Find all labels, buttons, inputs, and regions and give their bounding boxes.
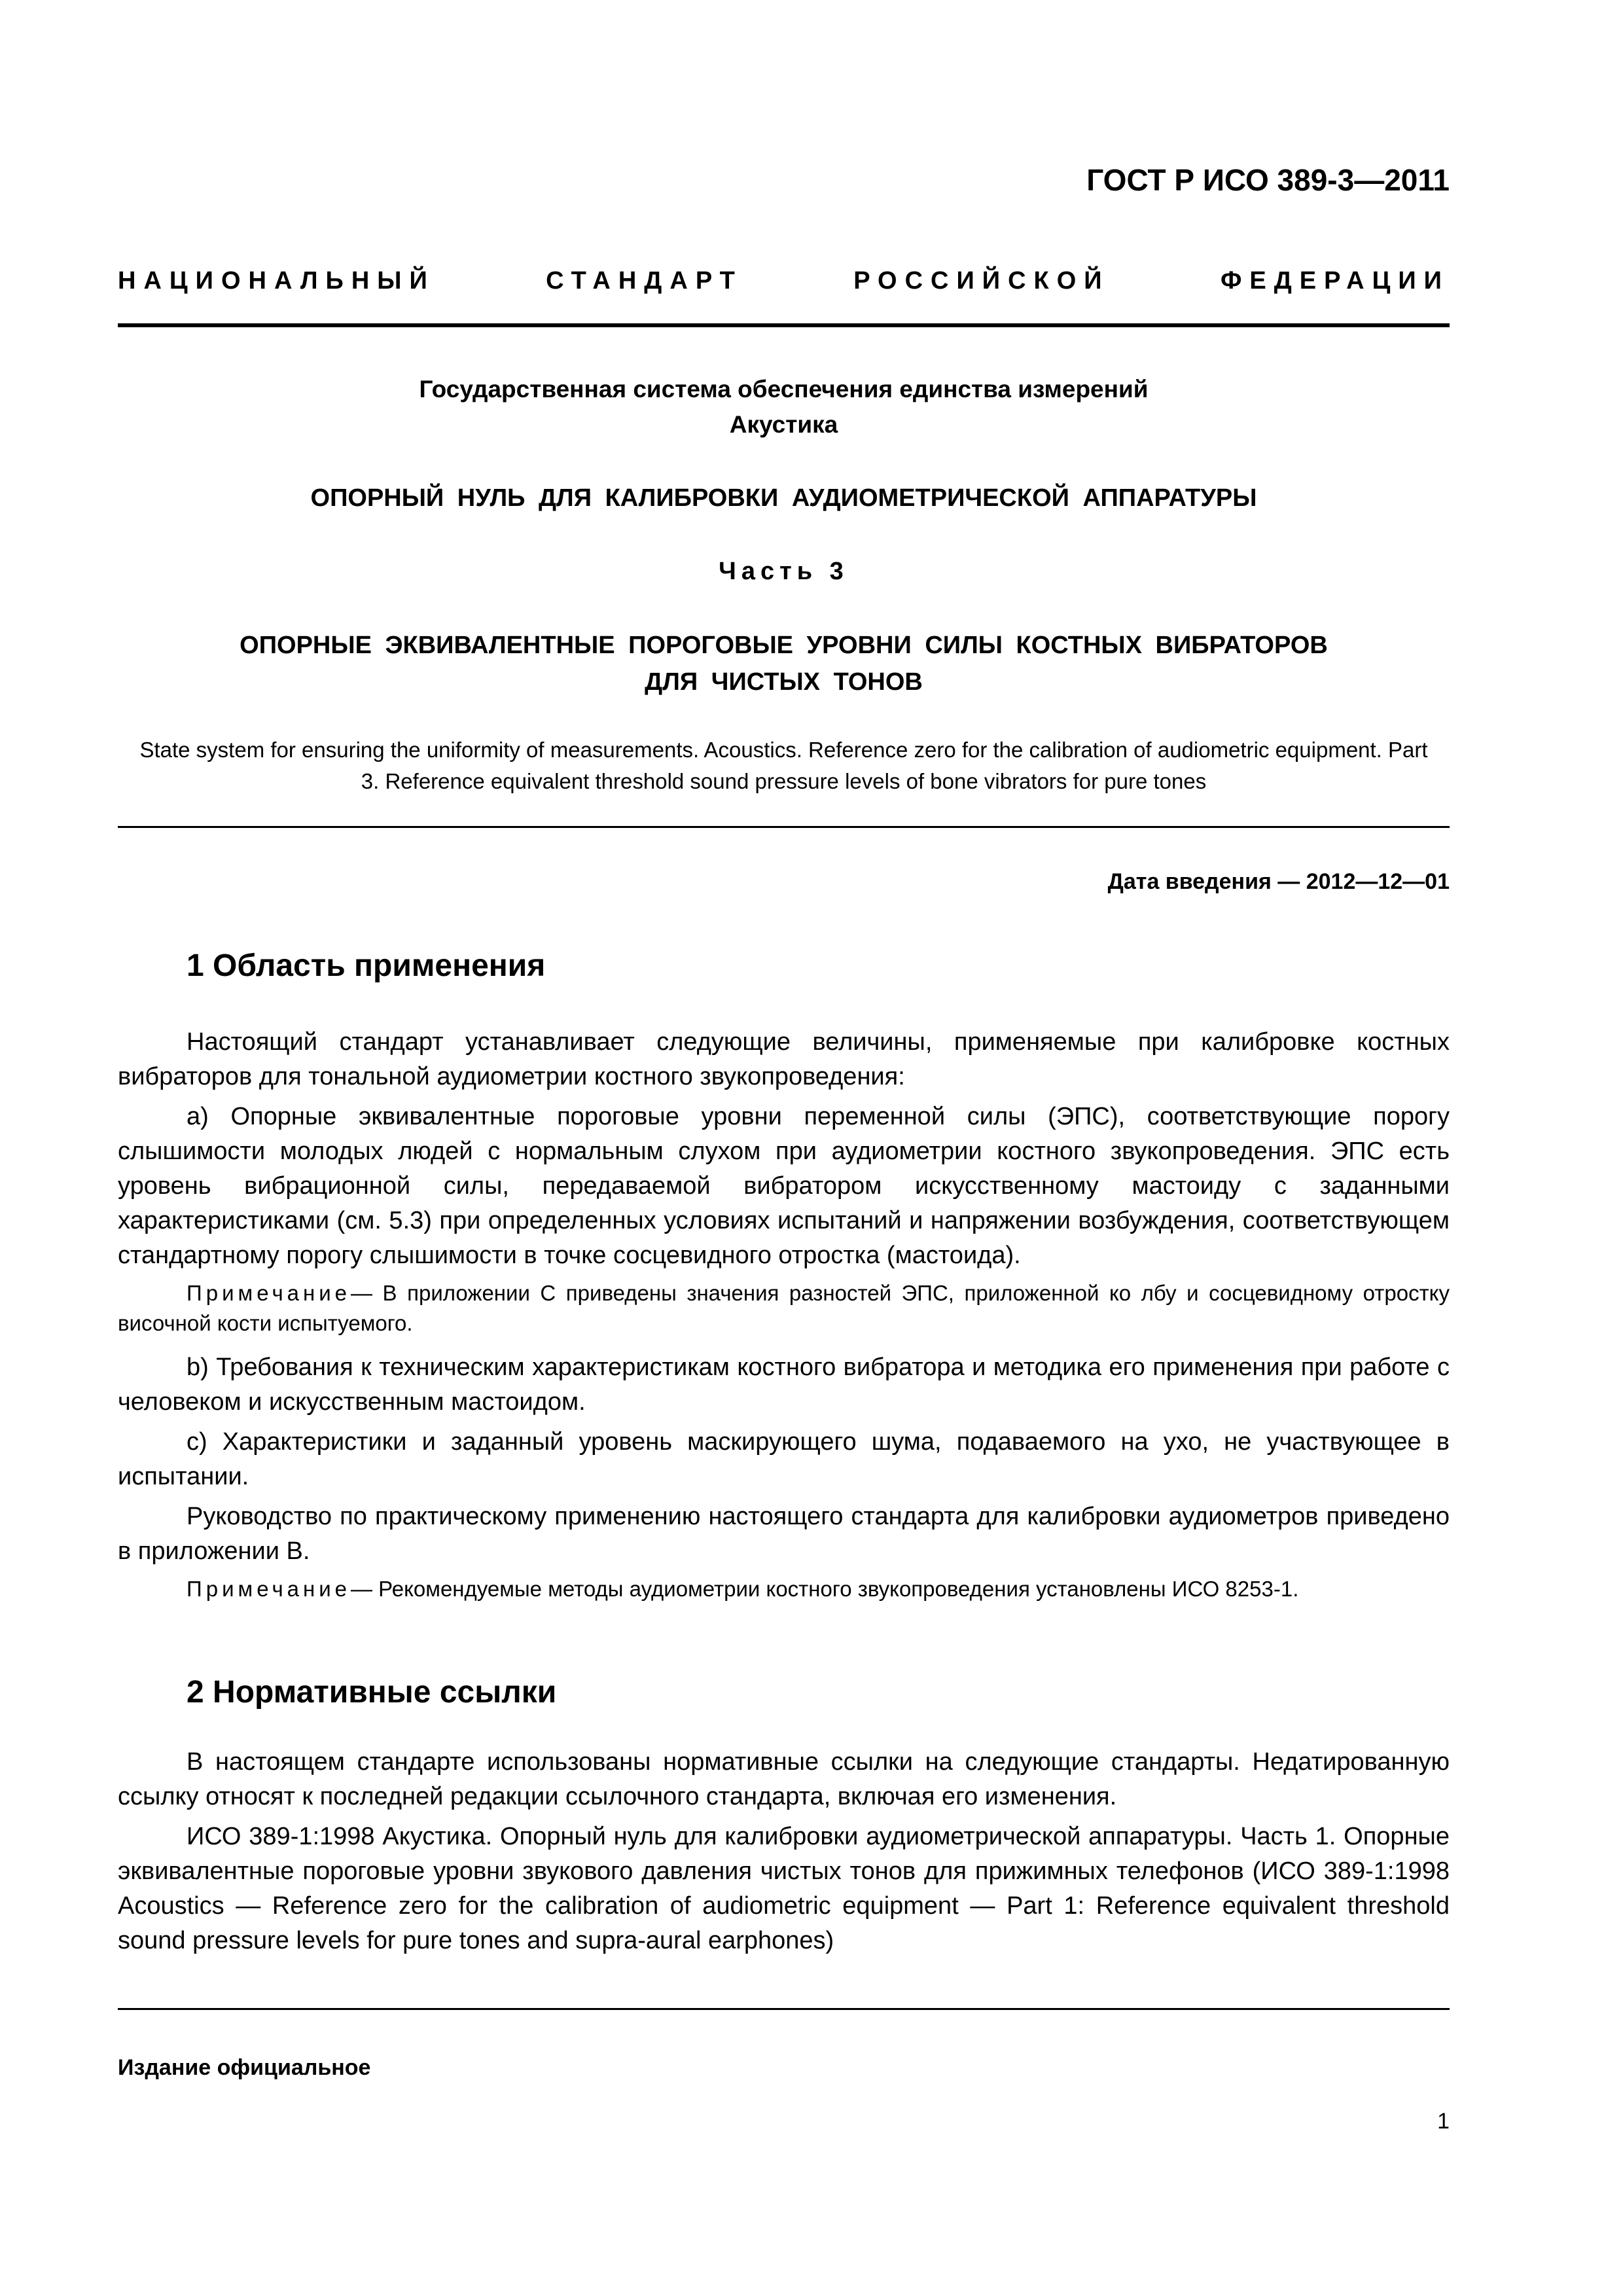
section-2-heading: 2 Нормативные ссылки (187, 1675, 557, 1710)
part-title-line-1: ОПОРНЫЕ ЭКВИВАЛЕНТНЫЕ ПОРОГОВЫЕ УРОВНИ СИЛЫ КОСТНЫХ ВИБРАТОРОВ (240, 632, 1328, 659)
footer-divider (118, 2008, 1450, 2010)
national-word-4: ФЕДЕРАЦИИ (1220, 267, 1450, 295)
part-title (118, 627, 1450, 700)
section-2-body (118, 1745, 1450, 1964)
guide-paragraph: Руководство по практическому применению настоящего стандарта для калибровки аудиометров приведено в приложении В. (118, 1503, 1450, 1565)
main-title: ОПОРНЫЙ НУЛЬ ДЛЯ КАЛИБРОВКИ АУДИОМЕТРИЧЕСКОЙ АППАРАТУРЫ (310, 484, 1257, 512)
note-2-label: Примечание (187, 1577, 351, 1601)
note-1 (118, 1278, 1450, 1338)
section-1-body (118, 1025, 1450, 1616)
section-2-intro: В настоящем стандарте использованы нормативные ссылки на следующие стандарты. Недатированную ссылку относят к последней редакции ссылочного стандарта, включая его изменения. (118, 1748, 1450, 1810)
note-1-label: Примечание (187, 1281, 351, 1305)
field-title: Акустика (729, 411, 838, 438)
header-divider (118, 323, 1450, 327)
system-title: Государственная система обеспечения единства измерений (419, 376, 1149, 403)
document-number: ГОСТ Р ИСО 389-3—2011 (1086, 163, 1450, 197)
note-2 (118, 1574, 1450, 1604)
national-word-2: СТАНДАРТ (546, 267, 743, 295)
part-label: Часть 3 (719, 558, 849, 585)
reference-iso-389-1: ИСО 389-1:1998 Акустика. Опорный нуль для калибровки аудиометрической аппаратуры. Часть 1. Опорные эквивалентные пороговые уровни звукового давления чистых тонов для прижимных телефонов (ИСО 389-1:1998 Acoustics — Reference zero for the calibration of audiometric equipment — Part 1: Reference equivalent threshold sound pressure levels for pure tones and supra-aural earphones) (118, 1823, 1450, 1954)
item-a: а) Опорные эквивалентные пороговые уровни переменной силы (ЭПС), соответствующие порогу слышимости молодых людей с нормальным слухом при аудиометрии костного звукопроведения. ЭПС есть уровень вибрационной силы, передаваемой вибратором искусственному мастоиду с заданными характеристиками (см. 5.3) при определенных условиях испытаний и напряжении возбуждения, соответствующем стандартному порогу слышимости в точке сосцевидного отростка (мастоида). (118, 1103, 1450, 1269)
page-number: 1 (1437, 2109, 1450, 2134)
national-word-3: РОССИЙСКОЙ (853, 267, 1110, 295)
item-b: b) Требования к техническим характеристикам костного вибратора и методика его применения при работе с человеком и искусственным мастоидом. (118, 1354, 1450, 1416)
section-1-heading: 1 Область применения (187, 948, 546, 983)
national-word-1: НАЦИОНАЛЬНЫЙ (118, 267, 435, 295)
introduction-date: Дата введения — 2012—12—01 (1107, 869, 1450, 894)
official-edition-label: Издание официальное (118, 2055, 371, 2080)
title-subheading (118, 372, 1450, 442)
title-divider (118, 826, 1450, 828)
national-standard-heading (118, 267, 1450, 295)
part-title-line-2: ДЛЯ ЧИСТЫХ ТОНОВ (645, 668, 923, 696)
note-1-text: — В приложении С приведены значения разностей ЭПС, приложенной ко лбу и сосцевидному отростку височной кости испытуемого. (118, 1281, 1450, 1335)
section-1-intro: Настоящий стандарт устанавливает следующие величины, применяемые при калибровке костных вибраторов для тональной аудиометрии костного звукопроведения: (118, 1028, 1450, 1090)
item-c: c) Характеристики и заданный уровень маскирующего шума, подаваемого на ухо, не участвующее в испытании. (118, 1428, 1450, 1490)
english-title: State system for ensuring the uniformity of measurements. Acoustics. Reference zero for the calibration of audiometric equipment. Part 3. Reference equivalent threshold sound pressure levels of bone vibrators for pure tones (139, 738, 1428, 793)
note-2-text: — Рекомендуемые методы аудиометрии костного звукопроведения установлены ИСО 8253-1. (351, 1577, 1299, 1601)
